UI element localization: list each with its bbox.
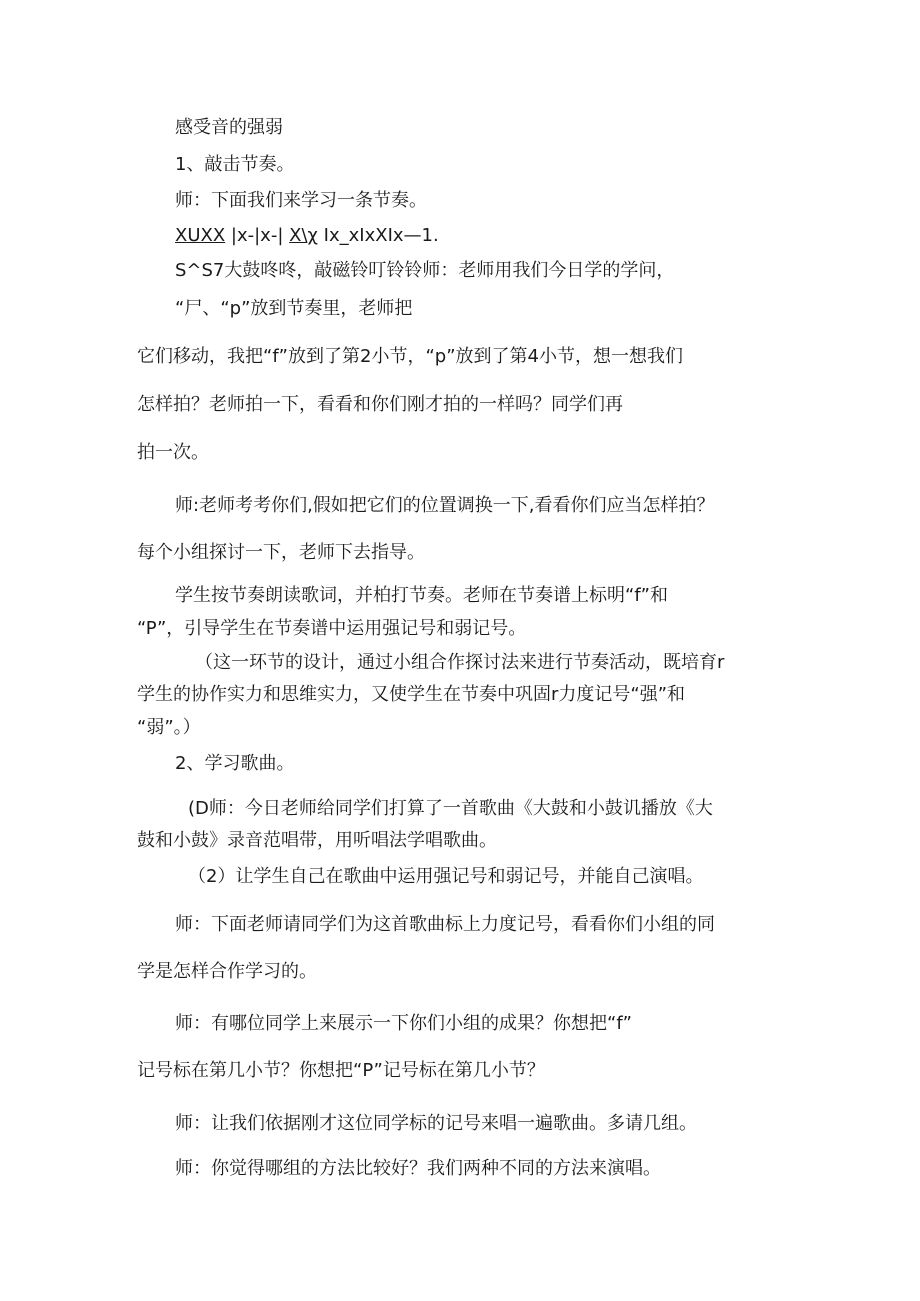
paragraph: 鼓和小鼓》录音范唱带，用听唱法学唱歌曲。 xyxy=(137,830,497,851)
paragraph: 怎样拍？老师拍一下，看看和你们刚才拍的一样吗？同学们再 xyxy=(137,394,623,415)
paragraph: 学是怎样合作学习的。 xyxy=(137,961,317,982)
paragraph: “P”，引导学生在节奏谱中运用强记号和弱记号。 xyxy=(137,618,527,639)
paragraph: 师：有哪位同学上来展示一下你们小组的成果？你想把“f” xyxy=(175,1013,632,1034)
paragraph: S^S7大鼓咚咚，敲磁铃叮铃铃师：老师用我们今日学的学问， xyxy=(175,260,675,281)
step-2-heading: 2、学习歌曲。 xyxy=(175,753,295,774)
paragraph: 学生的协作实力和思维实力，又使学生在节奏中巩固r力度记号“强”和 xyxy=(137,684,686,705)
paragraph: （这一环节的设计，通过小组合作探讨法来进行节奏活动，既培育r xyxy=(195,652,725,673)
paragraph: “尸、“p”放到节奏里，老师把 xyxy=(175,298,413,319)
paragraph: 学生按节奏朗读歌词，并柏打节奏。老师在节奏谱上标明“f”和 xyxy=(175,585,668,606)
paragraph: 它们移动，我把“f”放到了第2小节，“p”放到了第4小节，想一想我们 xyxy=(137,346,683,367)
paragraph: 记号标在第几小节？你想把“P”记号标在第几小节？ xyxy=(137,1060,545,1081)
rhythm-notation xyxy=(175,224,439,248)
rhythm-part: |x-|x-| xyxy=(230,225,284,246)
step-1-heading: 1、敲击节奏。 xyxy=(175,154,295,175)
paragraph: 每个小组探讨一下，老师下去指导。 xyxy=(137,542,425,563)
paragraph: （2）让学生自己在歌曲中运用强记号和弱记号，并能自己演唱。 xyxy=(188,866,704,887)
rhythm-part: XUXX xyxy=(175,225,226,246)
paragraph: “弱”。） xyxy=(137,717,201,738)
rhythm-part: Ix_xIxXIx—1. xyxy=(323,225,439,246)
paragraph: 师：下面老师请同学们为这首歌曲标上力度记号，看看你们小组的同 xyxy=(175,914,715,935)
rhythm-part: X\χ xyxy=(289,225,318,246)
paragraph: 师：下面我们来学习一条节奏。 xyxy=(175,190,427,211)
paragraph: 师：你觉得哪组的方法比较好？我们两种不同的方法来演唱。 xyxy=(175,1158,661,1179)
paragraph: (D师：今日老师给同学们打算了一首歌曲《大鼓和小鼓讥播放《大 xyxy=(188,798,713,819)
paragraph: 师：让我们依据刚才这位同学标的记号来唱一遍歌曲。多请几组。 xyxy=(175,1113,697,1134)
section-heading: 感受音的强弱 xyxy=(175,117,283,138)
paragraph: 师:老师考考你们,假如把它们的位置调换一下,看看你们应当怎样拍？ xyxy=(175,495,715,516)
paragraph: 拍一次。 xyxy=(137,442,209,463)
